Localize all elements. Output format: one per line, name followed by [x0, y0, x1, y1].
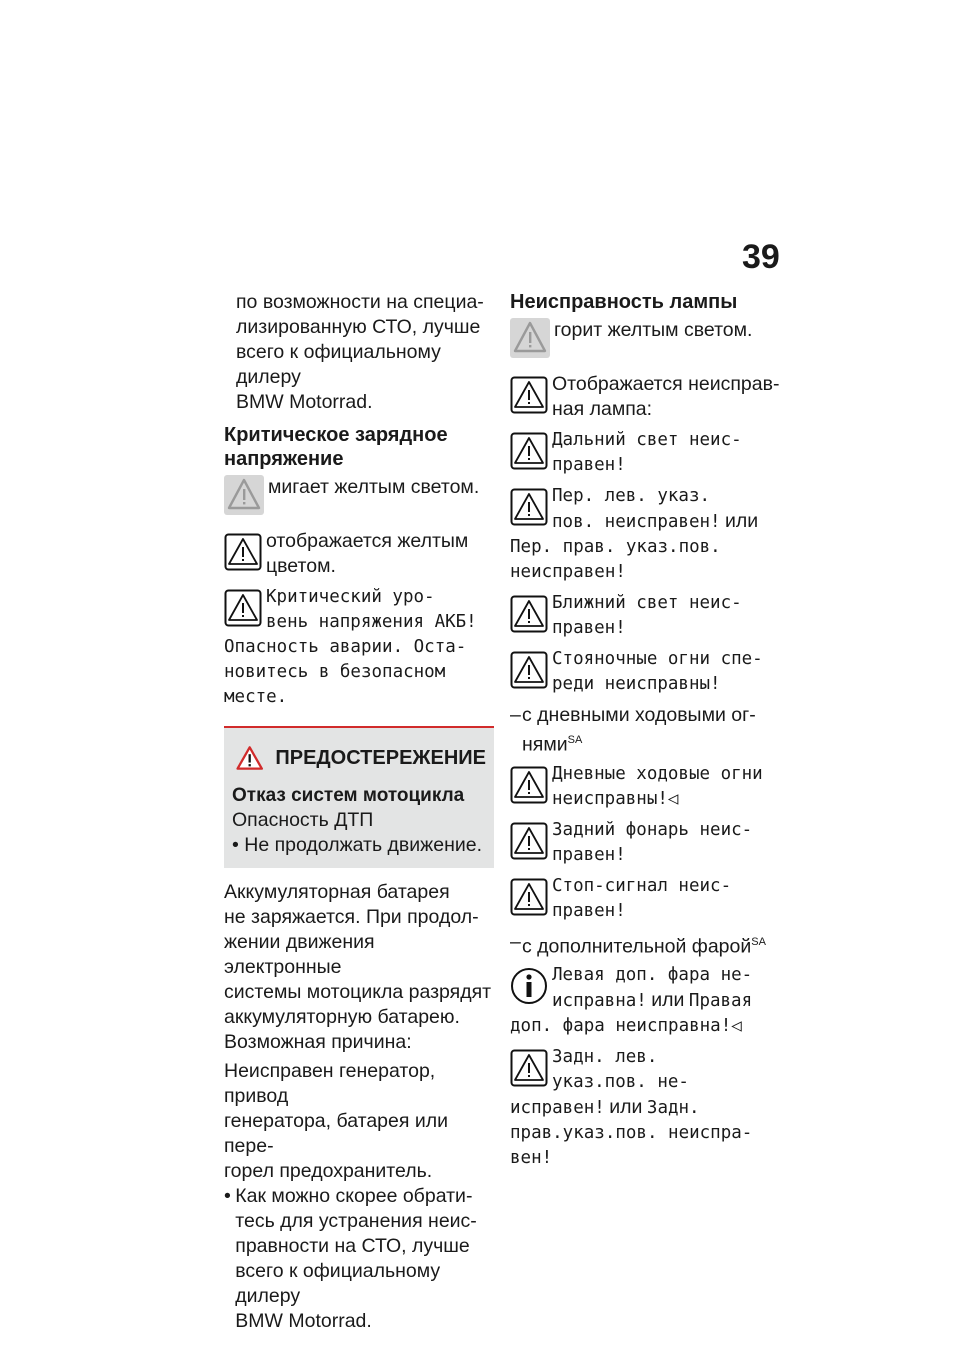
cause-label: Возможная причина:: [224, 1031, 412, 1053]
display-message-brake: Стоп-сигнал неис- правен!: [510, 874, 782, 924]
warning-triangle-icon: [510, 376, 548, 414]
display-message-tail: Задний фонарь неис- правен!: [510, 818, 782, 868]
warning-subtitle: Отказ систем мотоцикла: [232, 785, 465, 806]
warning-triangle-icon: [224, 589, 262, 627]
warning-triangle-icon: [510, 595, 548, 633]
cause-paragraph: Неисправен генератор, привод генератора, батарея или пере- горел предохранитель.: [224, 1060, 449, 1182]
advice-bullet: • Как можно скорее обрати- тесь для устранения неис- правности на СТО, лучше всего к официальному дилеру BMW Motorrad.: [224, 1185, 477, 1332]
body-paragraph: Аккумуляторная батарея не заряжается. При продол- жении движения электронные системы мотоцикла разрядят аккумуляторную батарею.: [224, 881, 492, 1028]
display-message-rear-indicators: Задн. лев. указ.пов. не- исправен! или Задн. прав.указ.пов. неиспра- вен!: [510, 1047, 753, 1168]
intro-paragraph: по возможности на специа- лизированную СТО, лучше всего к официальному дилеру BMW Motorrad.: [236, 291, 484, 413]
display-message-high-beam: Дальний свет неис- правен!: [510, 428, 782, 478]
danger-triangle-icon: [236, 742, 263, 774]
warning-triangle-icon: [510, 488, 548, 526]
option-drl: – с дневными ходовыми ог- нями$^{SA}$: [510, 704, 756, 756]
display-message-aux-lights: Левая доп. фара не- исправна! или Правая доп. фара неисправна!◁: [510, 965, 753, 1036]
info-icon: [510, 967, 548, 1005]
display-message-front-indicators: Пер. лев. указ. пов. неисправен! или Пер. прав. указ.пов. неисправен!: [510, 486, 759, 582]
indicator-row: горит желтым светом.: [510, 318, 782, 358]
display-message-drl: Дневные ходовые огни неисправны!◁: [510, 762, 782, 812]
section-heading-voltage: Критическое зарядное напряжение: [224, 424, 448, 470]
indicator-row: мигает желтым светом.: [224, 475, 494, 515]
warning-triangle-icon: [510, 878, 548, 916]
option-aux-light: – с дополнительной фарой$^{SA}$: [510, 930, 766, 957]
left-column: [224, 290, 494, 1334]
warning-triangle-icon: [510, 651, 548, 689]
section-heading-lamp: Неисправность лампы: [510, 291, 738, 313]
display-message-low-beam: Ближний свет неис- правен!: [510, 591, 782, 641]
warning-hazard: Опасность ДТП: [232, 809, 374, 831]
warning-box: [224, 726, 494, 868]
warning-triangle-icon: [510, 766, 548, 804]
warning-title: ПРЕДОСТЕРЕЖЕНИЕ: [236, 742, 486, 774]
right-column: [510, 290, 782, 1171]
warning-triangle-icon: [224, 533, 262, 571]
page-number: 39: [742, 238, 780, 276]
display-row: отображается желтым цветом.: [224, 529, 494, 579]
display-message-parking: Стояночные огни спе- реди неисправны!: [510, 647, 782, 697]
warning-triangle-icon: [510, 822, 548, 860]
warning-lamp-icon: [510, 318, 550, 358]
warning-triangle-icon: [510, 1049, 548, 1087]
warning-lamp-icon: [224, 475, 264, 515]
display-message-voltage: Критический уро- вень напряжения АКБ! Опасность аварии. Оста- новитесь в безопасном месте.: [224, 587, 477, 707]
display-row: Отображается неисправ- ная лампа:: [510, 372, 782, 422]
warning-action: • Не продолжать движение.: [232, 834, 482, 856]
warning-triangle-icon: [510, 432, 548, 470]
